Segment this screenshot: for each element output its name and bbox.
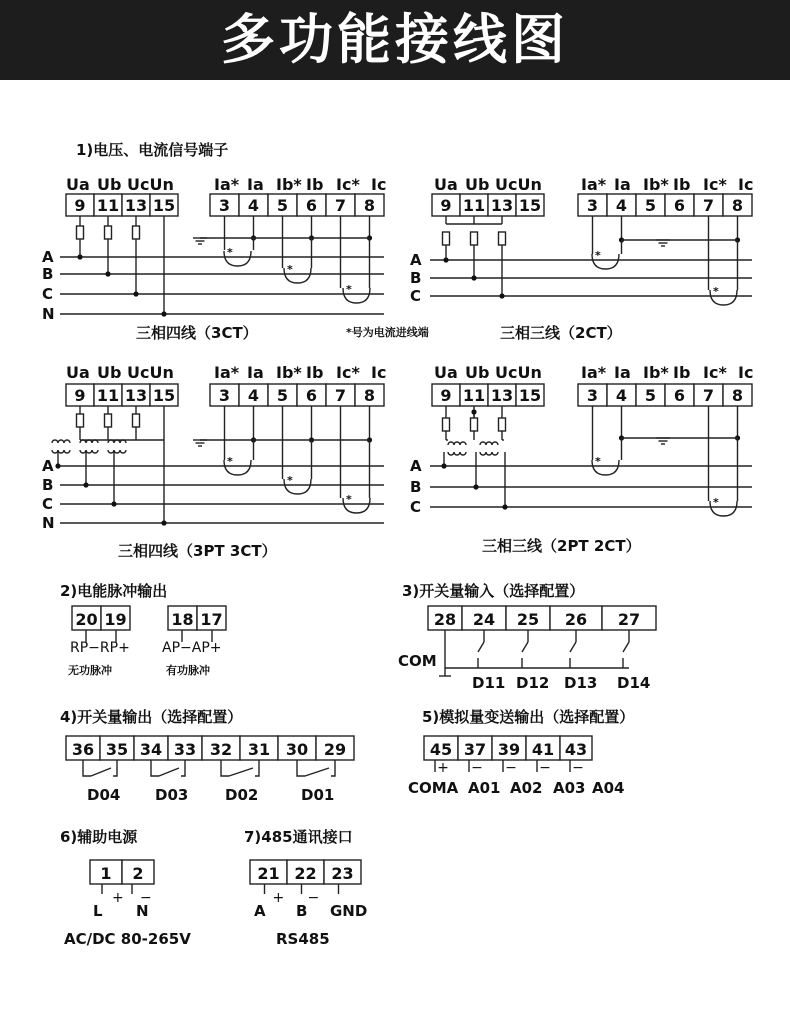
analog-sign-2: − xyxy=(505,760,517,776)
terminal-number: 5 xyxy=(276,386,289,405)
fuse-icon xyxy=(133,414,140,427)
voltage-terminal-block xyxy=(66,194,178,216)
header-current: Ia xyxy=(614,363,631,382)
input-label-1: D11 xyxy=(472,674,506,692)
switch-contact xyxy=(623,642,629,652)
diagram-caption: 三相三线（2PT 2CT） xyxy=(482,537,641,555)
header-current: Ib xyxy=(306,363,324,382)
terminal-number: 6 xyxy=(305,386,318,405)
junction-dot xyxy=(441,463,446,468)
active-terminal-block xyxy=(168,606,226,630)
header-current: Ic* xyxy=(336,175,360,194)
terminal-number: 30 xyxy=(285,740,309,759)
current-terminal-block xyxy=(210,194,384,216)
terminal-number: 27 xyxy=(617,610,641,629)
junction-dot xyxy=(443,257,448,262)
terminal-number: 8 xyxy=(731,196,744,215)
star-mark: * xyxy=(346,493,352,506)
rs485-sign-plus: + xyxy=(272,890,285,906)
star-mark: * xyxy=(713,496,719,509)
rs485-terminal-block xyxy=(250,860,361,884)
phase-label: C xyxy=(42,495,54,513)
header-current: Ia* xyxy=(581,175,607,194)
analog-label-3: A03 xyxy=(553,779,586,797)
current-terminal-block xyxy=(210,384,384,406)
terminal-number: 6 xyxy=(673,386,686,405)
switch-contact xyxy=(570,642,576,652)
header-current: Ia* xyxy=(214,363,240,382)
header-current: Ia xyxy=(247,175,264,194)
header-current: Ic* xyxy=(703,363,727,382)
terminal-number: 2 xyxy=(132,864,144,883)
header-current: Ic* xyxy=(336,363,360,382)
wire xyxy=(331,760,335,776)
header-current: Ib* xyxy=(643,175,669,194)
section2-pulse-output xyxy=(60,582,226,677)
pt-coil-upper xyxy=(492,442,498,445)
pt-transformer-icon xyxy=(108,440,126,453)
section4-relay-output xyxy=(60,708,354,804)
analog-label-1: A01 xyxy=(468,779,501,797)
output-label-0: D04 xyxy=(87,786,121,804)
diagram-caption: 三相四线（3PT 3CT） xyxy=(118,542,277,560)
terminal-number: 13 xyxy=(490,386,514,405)
terminal-number: 20 xyxy=(75,610,98,629)
section5-title: 5)模拟量变送输出（选择配置） xyxy=(422,708,635,726)
diagram-3p4w-3ct xyxy=(42,175,386,342)
pt-transformer-icon xyxy=(480,442,498,455)
header-ub: Ub xyxy=(97,363,122,382)
junction-dot xyxy=(161,311,166,316)
phase-label: C xyxy=(410,498,422,516)
phase-label: B xyxy=(410,478,422,496)
terminal-number: 7 xyxy=(334,386,347,405)
phase-label: A xyxy=(42,248,54,266)
rs485-name: RS485 xyxy=(276,930,330,948)
fuse-icon xyxy=(133,226,140,239)
junction-dot xyxy=(133,291,138,296)
header-current: Ic xyxy=(371,363,387,382)
output-label-3: D01 xyxy=(301,786,335,804)
voltage-terminal-block xyxy=(432,194,544,216)
wire xyxy=(83,760,91,776)
analog-sign-3: − xyxy=(539,760,551,776)
power-spec: AC/DC 80-265V xyxy=(64,930,191,948)
pt-coil-lower xyxy=(86,450,92,453)
ground-icon xyxy=(656,240,670,246)
junction-dot xyxy=(499,293,504,298)
voltage-terminal-block xyxy=(432,384,544,406)
terminal-number: 5 xyxy=(644,196,657,215)
active-pins: AP−AP+ xyxy=(162,640,222,656)
terminal-number: 1 xyxy=(100,864,112,883)
phase-label: B xyxy=(410,269,422,287)
header-current: Ia xyxy=(247,363,264,382)
terminal-number: 6 xyxy=(673,196,686,215)
output-label-1: D03 xyxy=(155,786,189,804)
phase-label: C xyxy=(410,287,422,305)
analog-terminal-block xyxy=(424,736,592,760)
page-title: 多功能接线图 xyxy=(221,8,569,71)
terminal-number: 11 xyxy=(96,386,120,405)
terminal-number: 35 xyxy=(105,740,129,759)
pt-coil-lower xyxy=(454,452,460,455)
section7-title: 7)485通讯接口 xyxy=(244,828,353,846)
terminal-number: 13 xyxy=(124,196,148,215)
relay-contact xyxy=(159,768,179,776)
phase-label: A xyxy=(42,457,54,475)
analog-label-0: COMA xyxy=(408,779,459,797)
fuse-icon xyxy=(105,414,112,427)
reactive-pins: RP−RP+ xyxy=(70,640,130,656)
wiring-diagram xyxy=(0,80,790,1016)
terminal-number: 34 xyxy=(139,740,163,759)
terminal-number: 4 xyxy=(615,386,628,405)
section6-title: 6)辅助电源 xyxy=(60,828,138,846)
power-pin-n: N xyxy=(136,902,149,920)
header-ua: Ua xyxy=(66,175,90,194)
star-mark: * xyxy=(227,455,233,468)
pt-coil-upper xyxy=(64,440,70,443)
pt-coil-lower xyxy=(486,452,492,455)
terminal-number: 25 xyxy=(516,610,540,629)
header-current: Ib xyxy=(673,175,691,194)
pt-coil-upper xyxy=(58,440,64,443)
rs485-sign-minus: − xyxy=(307,890,320,906)
pt-coil-upper xyxy=(460,442,466,445)
junction-dot xyxy=(502,504,507,509)
terminal-number: 5 xyxy=(644,386,657,405)
phase-label: B xyxy=(42,476,54,494)
junction-dot xyxy=(105,271,110,276)
section5-analog-output xyxy=(408,708,634,797)
terminal-number: 43 xyxy=(564,740,588,759)
section1-title: 1)电压、电流信号端子 xyxy=(76,141,229,159)
input-label-2: D12 xyxy=(516,674,550,692)
terminal-number: 28 xyxy=(433,610,457,629)
terminal-number: 13 xyxy=(490,196,514,215)
terminal-number: 3 xyxy=(586,196,599,215)
junction-dot xyxy=(77,254,82,259)
star-mark: * xyxy=(595,455,601,468)
pt-coil-upper xyxy=(454,442,460,445)
header-ucun: UcUn xyxy=(495,175,542,194)
fuse-icon xyxy=(443,418,450,431)
power-pin-l: L xyxy=(93,902,103,920)
section7-rs485 xyxy=(244,828,367,948)
phase-label: B xyxy=(42,265,54,283)
pt-coil-lower xyxy=(92,450,98,453)
power-sign-minus: − xyxy=(140,890,152,906)
terminal-number: 15 xyxy=(518,386,542,405)
junction-dot xyxy=(55,463,60,468)
terminal-number: 41 xyxy=(531,740,555,759)
header-current: Ic* xyxy=(703,175,727,194)
wire xyxy=(200,216,225,238)
pt-coil-upper xyxy=(486,442,492,445)
current-terminal-block xyxy=(578,384,752,406)
terminal-number: 17 xyxy=(200,610,223,629)
terminal-number: 39 xyxy=(497,740,521,759)
header-ub: Ub xyxy=(465,363,490,382)
terminal-number: 3 xyxy=(218,196,231,215)
pt-coil-lower xyxy=(448,452,454,455)
ground-icon xyxy=(656,438,670,444)
terminal-number: 9 xyxy=(440,196,452,215)
header-current: Ib xyxy=(306,175,324,194)
junction-dot xyxy=(111,501,116,506)
input-label-3: D13 xyxy=(564,674,598,692)
pt-coil-lower xyxy=(108,450,114,453)
pt-coil-lower xyxy=(52,450,58,453)
star-mark: * xyxy=(713,285,719,298)
switch-contact xyxy=(478,642,484,652)
fuse-icon xyxy=(105,226,112,239)
reactive-terminal-block xyxy=(72,606,130,630)
wire xyxy=(151,760,159,776)
terminal-number: 8 xyxy=(731,386,744,405)
pt-coil-lower xyxy=(80,450,86,453)
terminal-number: 4 xyxy=(615,196,628,215)
wire xyxy=(255,760,259,776)
header-current: Ic xyxy=(738,363,754,382)
ground-icon xyxy=(193,238,207,244)
pt-coil-lower xyxy=(480,452,486,455)
pt-transformer-icon xyxy=(448,442,466,455)
header-current: Ia* xyxy=(214,175,240,194)
header-current: Ib* xyxy=(276,175,302,194)
terminal-number: 26 xyxy=(564,610,588,629)
header-ua: Ua xyxy=(434,363,458,382)
rs485-pin-a: A xyxy=(254,902,266,920)
fuse-icon xyxy=(471,232,478,245)
wire xyxy=(200,406,225,440)
header-current: Ic xyxy=(738,175,754,194)
rs485-pin-b: B xyxy=(296,902,308,920)
fuse-icon xyxy=(499,232,506,245)
header-ub: Ub xyxy=(465,175,490,194)
terminal-number: 11 xyxy=(462,386,486,405)
phase-label: N xyxy=(42,305,55,323)
star-mark: * xyxy=(346,283,352,296)
header-ua: Ua xyxy=(66,363,90,382)
active-pulse-label: 有功脉冲 xyxy=(166,664,210,677)
phase-label: C xyxy=(42,285,54,303)
terminal-number: 23 xyxy=(331,864,354,883)
terminal-number: 15 xyxy=(152,386,176,405)
header-ucun: UcUn xyxy=(127,363,174,382)
header-ucun: UcUn xyxy=(127,175,174,194)
junction-dot xyxy=(473,484,478,489)
header-ub: Ub xyxy=(97,175,122,194)
header-current: Ib xyxy=(673,363,691,382)
star-mark: * xyxy=(287,263,293,276)
junction-dot xyxy=(83,482,88,487)
terminal-number: 18 xyxy=(171,610,194,629)
phase-label: A xyxy=(410,457,422,475)
terminal-number: 4 xyxy=(247,386,260,405)
fuse-icon xyxy=(443,232,450,245)
rs485-pin-gnd: GND xyxy=(330,902,368,920)
fuse-icon xyxy=(499,418,506,431)
star-mark: * xyxy=(595,249,601,262)
terminal-number: 22 xyxy=(294,864,317,883)
terminal-number: 4 xyxy=(247,196,260,215)
input-terminal-block xyxy=(428,606,656,630)
fuse-icon xyxy=(471,418,478,431)
header-ucun: UcUn xyxy=(495,363,542,382)
wire xyxy=(297,760,305,776)
header-ua: Ua xyxy=(434,175,458,194)
wire xyxy=(181,760,185,776)
voltage-terminal-block xyxy=(66,384,178,406)
header-current: Ia xyxy=(614,175,631,194)
terminal-number: 36 xyxy=(71,740,95,759)
terminal-number: 9 xyxy=(74,196,86,215)
terminal-number: 19 xyxy=(104,610,127,629)
relay-contact xyxy=(229,768,253,776)
terminal-number: 9 xyxy=(440,386,452,405)
section3-title: 3)开关量输入（选择配置） xyxy=(402,582,585,600)
terminal-number: 5 xyxy=(276,196,289,215)
terminal-number: 31 xyxy=(247,740,271,759)
header-current: Ib* xyxy=(643,363,669,382)
power-sign-plus: + xyxy=(112,890,124,906)
pt-coil-upper xyxy=(448,442,454,445)
analog-label-2: A02 xyxy=(510,779,543,797)
analog-sign-1: − xyxy=(471,760,483,776)
section6-aux-power xyxy=(60,828,191,948)
terminal-number: 21 xyxy=(257,864,280,883)
terminal-number: 9 xyxy=(74,386,86,405)
terminal-number: 33 xyxy=(173,740,197,759)
diagram-3p4w-3pt3ct xyxy=(42,363,386,560)
pt-coil-lower xyxy=(120,450,126,453)
pt-coil-lower xyxy=(64,450,70,453)
terminal-number: 24 xyxy=(472,610,496,629)
terminal-number: 8 xyxy=(363,386,376,405)
diagram-3p3w-2pt2ct xyxy=(410,363,753,555)
terminal-number: 15 xyxy=(152,196,176,215)
analog-sign-4: − xyxy=(572,760,584,776)
terminal-number: 7 xyxy=(334,196,347,215)
reactive-pulse-label: 无功脉冲 xyxy=(68,664,112,677)
analog-label-4: A04 xyxy=(592,779,625,797)
pt-transformer-icon xyxy=(80,440,98,453)
terminal-number: 6 xyxy=(305,196,318,215)
phase-label: N xyxy=(42,514,55,532)
wire xyxy=(221,760,229,776)
analog-sign-0: + xyxy=(437,760,449,776)
wire xyxy=(113,760,117,776)
terminal-number: 15 xyxy=(518,196,542,215)
terminal-number: 37 xyxy=(463,740,487,759)
diagram-3p3w-2ct xyxy=(346,175,753,342)
terminal-number: 7 xyxy=(702,386,715,405)
terminal-number: 8 xyxy=(363,196,376,215)
star-mark: * xyxy=(227,246,233,259)
phase-label: A xyxy=(410,251,422,269)
section3-digital-input xyxy=(398,582,656,692)
pt-coil-lower xyxy=(460,452,466,455)
current-terminal-block xyxy=(578,194,752,216)
star-mark: * xyxy=(287,474,293,487)
fuse-icon xyxy=(77,414,84,427)
terminal-number: 45 xyxy=(429,740,453,759)
pt-coil-lower xyxy=(58,450,64,453)
terminal-number: 3 xyxy=(586,386,599,405)
section2-title: 2)电能脉冲输出 xyxy=(60,582,168,600)
title-banner xyxy=(0,0,790,80)
pt-coil-lower xyxy=(114,450,120,453)
pt-coil-upper xyxy=(480,442,486,445)
terminal-number: 3 xyxy=(218,386,231,405)
output-terminal-block xyxy=(66,736,354,760)
diagram-caption: 三相四线（3CT） xyxy=(136,324,258,342)
switch-contact xyxy=(522,642,528,652)
header-current: Ic xyxy=(371,175,387,194)
ground-icon xyxy=(193,440,207,446)
junction-dot xyxy=(161,520,166,525)
relay-contact xyxy=(305,768,329,776)
power-terminal-block xyxy=(90,860,154,884)
header-current: Ib* xyxy=(276,363,302,382)
pt-coil-lower xyxy=(492,452,498,455)
junction-dot xyxy=(471,275,476,280)
diagram-caption: 三相三线（2CT） xyxy=(500,324,622,342)
input-label-4: D14 xyxy=(617,674,651,692)
terminal-number: 13 xyxy=(124,386,148,405)
output-label-2: D02 xyxy=(225,786,259,804)
terminal-number: 7 xyxy=(702,196,715,215)
section4-title: 4)开关量输出（选择配置） xyxy=(60,708,243,726)
header-current: Ia* xyxy=(581,363,607,382)
pt-transformer-icon xyxy=(52,440,70,453)
terminal-number: 11 xyxy=(462,196,486,215)
terminal-number: 32 xyxy=(209,740,233,759)
relay-contact xyxy=(91,768,111,776)
terminal-number: 11 xyxy=(96,196,120,215)
com-label: COM xyxy=(398,652,437,670)
note-star: *号为电流进线端 xyxy=(346,326,429,339)
junction-dot xyxy=(471,409,476,414)
pt-coil-upper xyxy=(52,440,58,443)
section1-voltage-current xyxy=(76,141,228,159)
terminal-number: 29 xyxy=(323,740,347,759)
fuse-icon xyxy=(77,226,84,239)
